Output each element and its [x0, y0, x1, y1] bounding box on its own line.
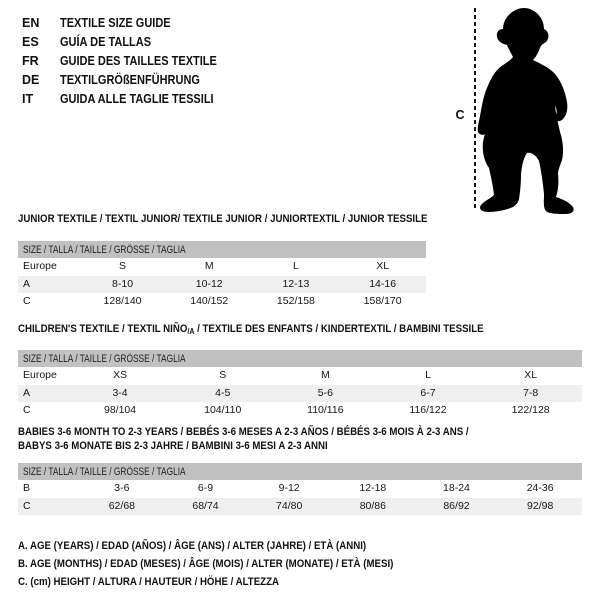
- row-label-cell: Europe: [23, 260, 57, 272]
- language-label: GUIDE DES TAILLES TEXTILE: [60, 54, 217, 68]
- language-legend: [22, 14, 238, 109]
- row-label-cell: C: [18, 498, 80, 516]
- size-header-row: [18, 463, 582, 480]
- table-cell: 86/92: [415, 498, 499, 516]
- table-cell: 7-8: [479, 385, 582, 403]
- language-label: TEXTILE SIZE GUIDE: [60, 16, 171, 30]
- size-header-row: [18, 350, 582, 367]
- table-cell: 92/98: [498, 498, 582, 516]
- note-text: A. AGE (YEARS) / EDAD (AÑOS) / ÂGE (ANS) / ALTER (JAHRE) / ETÀ (ANNI): [18, 540, 367, 552]
- language-code: ES: [22, 35, 39, 49]
- table-cell: S: [119, 260, 127, 272]
- baby-silhouette: [470, 2, 600, 217]
- table-row-europe: [18, 258, 426, 276]
- note-line-c: [18, 573, 445, 591]
- table-cell: 3-6: [114, 482, 130, 494]
- table-cell: 5-6: [274, 385, 377, 403]
- row-label-cell: C: [23, 404, 31, 416]
- table-row-age: [18, 276, 426, 294]
- table-row-months: [18, 480, 582, 498]
- table-cell: 9-12: [278, 482, 300, 494]
- table-cell: 104/110: [204, 404, 242, 416]
- babies-table-title-line2: BABYS 3-6 MONATE BIS 2-3 JAHRE / BAMBINI 3-6 MESI A 2-3 ANNI: [18, 439, 328, 452]
- language-label: GUÍA DE TALLAS: [60, 35, 152, 49]
- size-header-label: SIZE / TALLA / TAILLE / GRÖSSE / TAGLIA: [23, 243, 186, 256]
- size-header-row: [18, 241, 426, 258]
- table-cell: S: [219, 369, 227, 381]
- table-cell: XL: [524, 369, 538, 381]
- table-cell: XS: [113, 369, 128, 381]
- language-row-es: [22, 33, 238, 52]
- table-cell: 98/104: [104, 404, 137, 416]
- language-row-de: [22, 71, 238, 90]
- note-text: C. (cm) HEIGHT / ALTURA / HAUTEUR / HÖHE / ALTEZZA: [18, 576, 280, 589]
- title-subscript: /A: [187, 327, 195, 336]
- size-header-cell: [18, 241, 426, 258]
- size-header-label: SIZE / TALLA / TAILLE / GRÖSSE / TAGLIA: [23, 352, 186, 365]
- table-row-europe: [18, 367, 582, 385]
- table-cell: 140/152: [190, 295, 229, 307]
- junior-size-table: [18, 241, 426, 311]
- table-row-height: [18, 293, 426, 311]
- table-row-height: [18, 402, 582, 420]
- note-text: B. AGE (MONTHS) / EDAD (MESES) / ÂGE (MOIS) / ALTER (MONATE) / ETÀ (MESI): [18, 558, 394, 571]
- row-label-cell: C: [23, 295, 31, 307]
- table-cell: 128/140: [103, 295, 142, 307]
- babies-size-table: [18, 463, 582, 515]
- row-label-cell: A: [18, 276, 79, 294]
- language-row-it: [22, 90, 238, 109]
- table-cell: 80/86: [331, 498, 415, 516]
- note-line-b: [18, 555, 445, 573]
- table-cell: 68/74: [164, 498, 248, 516]
- row-label-cell: Europe: [23, 369, 57, 381]
- table-cell: 116/122: [409, 404, 447, 416]
- table-cell: 8-10: [79, 276, 166, 294]
- language-code: FR: [22, 54, 39, 68]
- language-code: EN: [22, 16, 40, 30]
- table-cell: 14-16: [339, 276, 426, 294]
- language-row-en: [22, 14, 238, 33]
- table-cell: 74/80: [247, 498, 331, 516]
- table-cell: 62/68: [80, 498, 164, 516]
- size-header-cell: [18, 463, 582, 480]
- children-table-title: [18, 323, 547, 339]
- table-cell: M: [204, 260, 214, 272]
- language-row-fr: [22, 52, 238, 71]
- children-table-title-text: [18, 323, 484, 339]
- language-label: TEXTILGRÖßENFÜHRUNG: [60, 73, 200, 87]
- table-cell: M: [320, 369, 330, 381]
- table-cell: 158/170: [363, 295, 402, 307]
- language-label: GUIDA ALLE TAGLIE TESSILI: [60, 92, 214, 106]
- table-cell: 10-12: [166, 276, 253, 294]
- table-cell: 3-4: [69, 385, 172, 403]
- table-cell: 6-9: [197, 482, 214, 494]
- title-part: / TEXTILE DES ENFANTS / KINDERTEXTIL / BAMBINI TESSILE: [194, 323, 484, 335]
- table-cell: 122/128: [511, 404, 550, 416]
- size-header-label: SIZE / TALLA / TAILLE / GRÖSSE / TAGLIA: [23, 465, 186, 478]
- table-cell: 152/158: [276, 295, 315, 307]
- babies-table-title-line1: BABIES 3-6 MONTH TO 2-3 YEARS / BEBÉS 3-6 MESES A 2-3 AÑOS / BÉBÉS 3-6 MOIS À 2-3 ANS /: [18, 426, 469, 438]
- row-label-cell: B: [23, 482, 31, 494]
- table-cell: 110/116: [307, 404, 344, 416]
- table-row-height: [18, 498, 582, 516]
- table-cell: L: [425, 369, 431, 381]
- title-part: CHILDREN'S TEXTILE / TEXTIL NIÑO: [18, 323, 188, 335]
- table-row-age: [18, 385, 582, 403]
- size-header-cell: [18, 350, 582, 367]
- height-measure-label: C: [455, 108, 465, 122]
- table-cell: XL: [376, 260, 390, 272]
- children-size-table: [18, 350, 582, 420]
- table-cell: 12-18: [359, 482, 387, 494]
- table-cell: L: [292, 260, 299, 272]
- junior-table-title-text: JUNIOR TEXTILE / TEXTIL JUNIOR/ TEXTILE JUNIOR / JUNIORTEXTIL / JUNIOR TESSILE: [18, 213, 428, 225]
- legend-notes: [18, 537, 445, 592]
- language-code: IT: [22, 92, 34, 106]
- table-cell: 4-5: [171, 385, 274, 403]
- language-code: DE: [22, 73, 40, 87]
- note-line-a: [18, 537, 445, 555]
- table-cell: 24-36: [526, 482, 554, 494]
- table-cell: 6-7: [377, 385, 480, 403]
- junior-table-title: [18, 213, 483, 227]
- row-label-cell: A: [18, 385, 69, 403]
- table-cell: 18-24: [443, 482, 470, 494]
- babies-table-title: [18, 426, 530, 453]
- table-cell: 12-13: [253, 276, 340, 294]
